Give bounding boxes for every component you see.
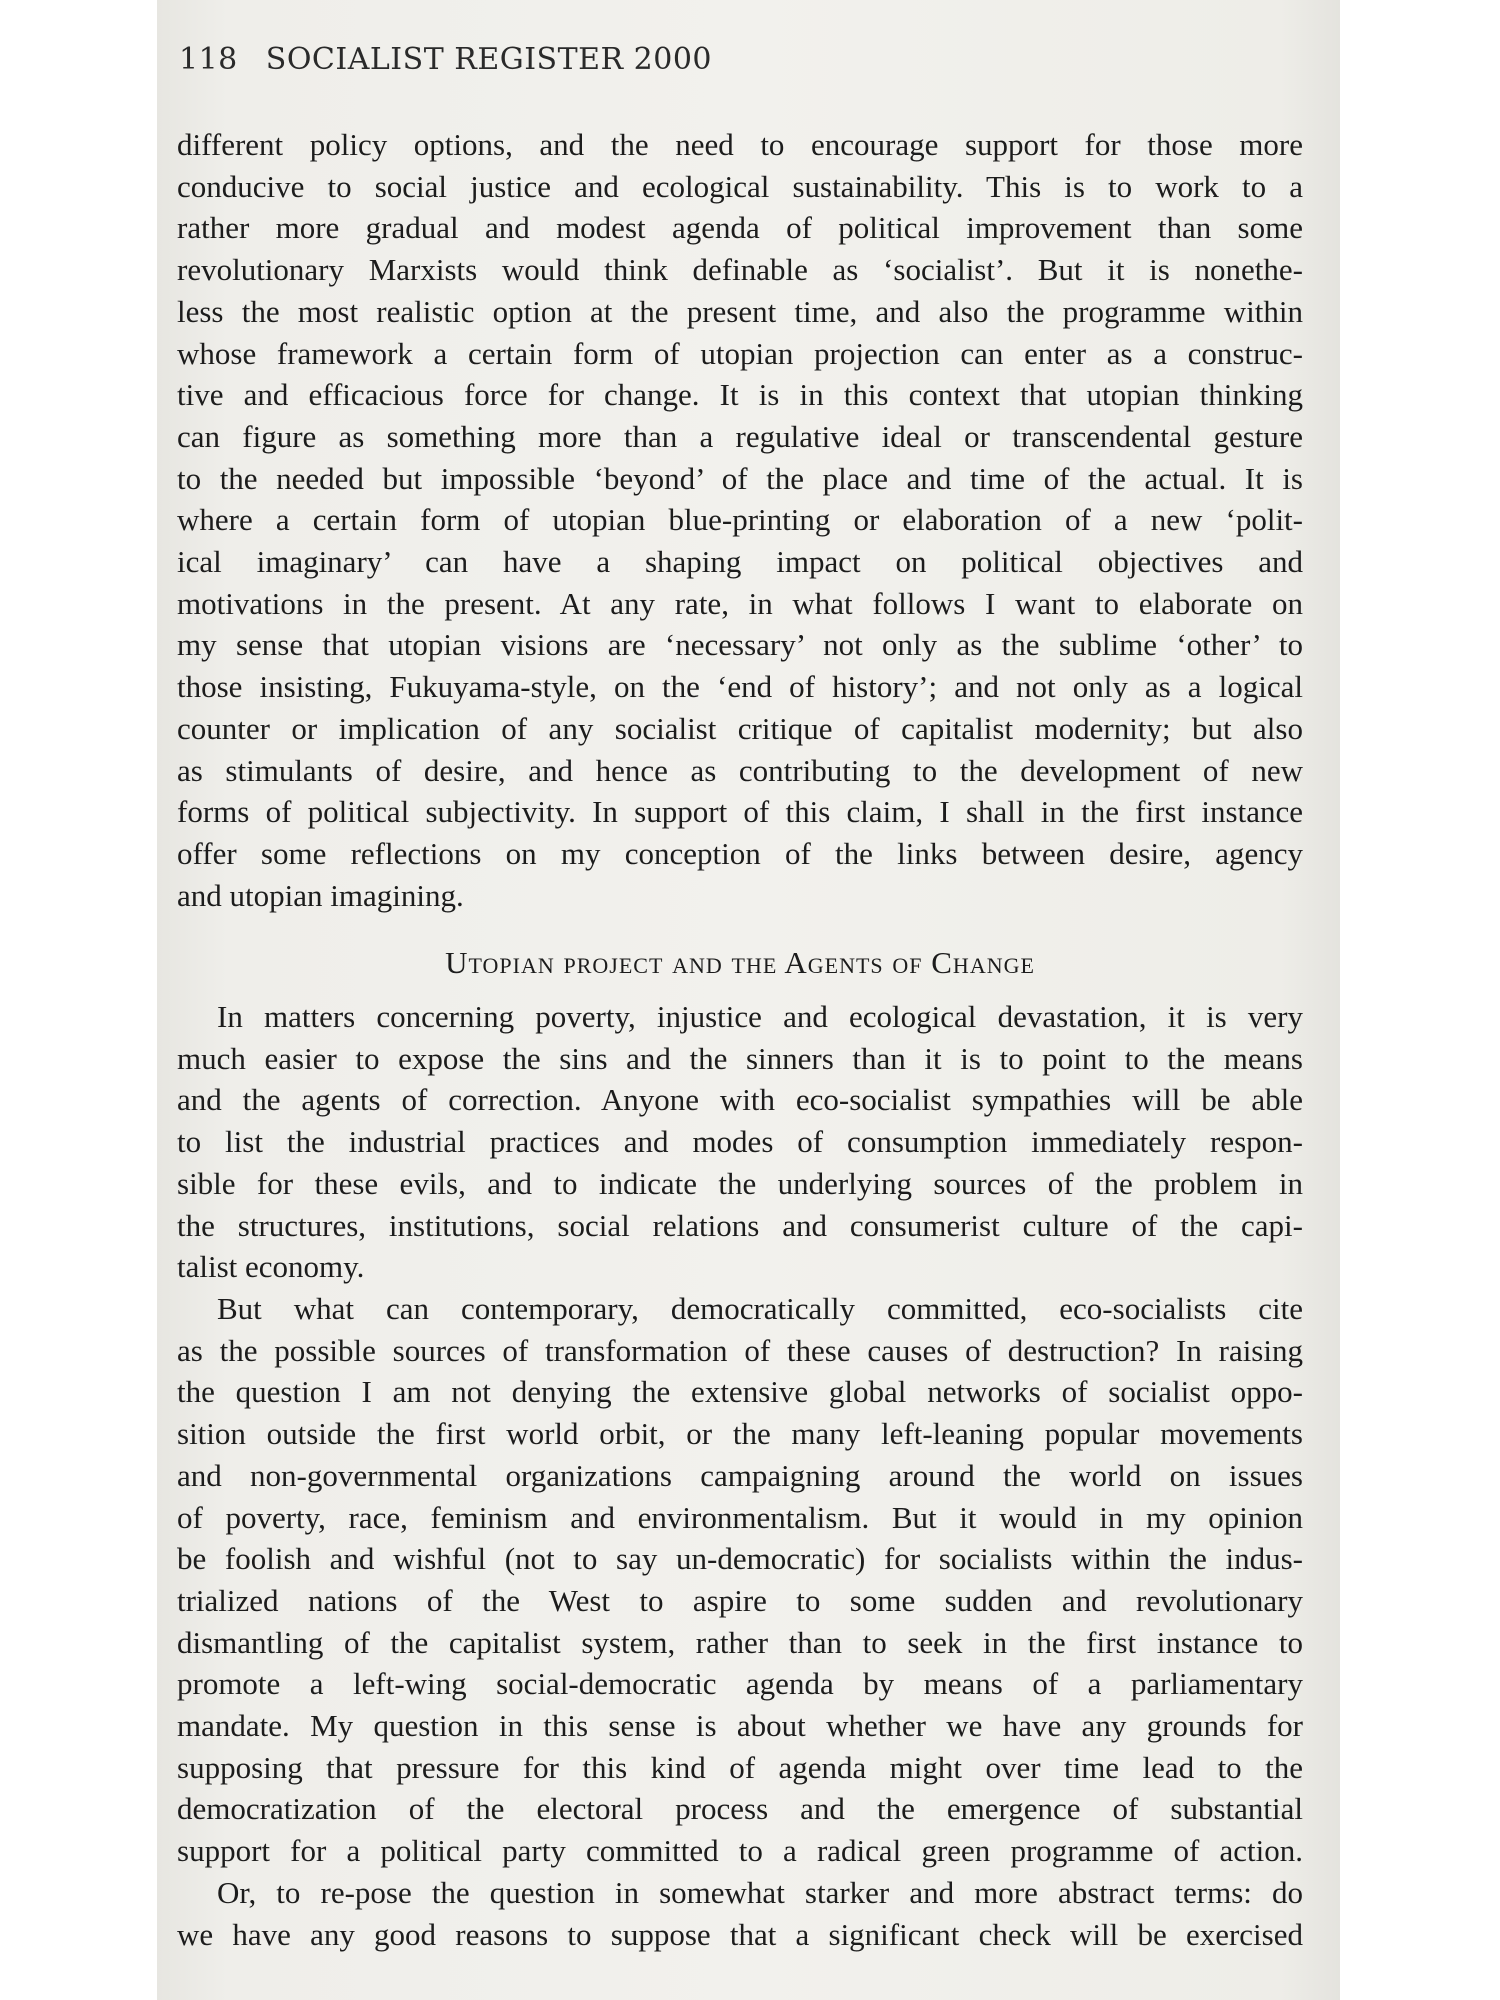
section-heading: Utopian project and the Agents of Change bbox=[445, 945, 1035, 981]
running-header bbox=[179, 42, 712, 77]
paragraph-3 bbox=[177, 1288, 1303, 1872]
paragraph-4 bbox=[177, 1872, 1303, 1955]
text-line: can figure as something more than a regulative ideal or transcendental gesture bbox=[177, 418, 1303, 454]
text-line: revolutionary Marxists would think definable as ‘socialist’. But it is nonethe- bbox=[177, 252, 1303, 288]
text-line: the question I am not denying the extensive global networks of socialist oppo- bbox=[177, 1374, 1303, 1410]
text-line: ical imaginary’ can have a shaping impact on political objectives and bbox=[177, 544, 1303, 580]
text-line: the structures, institutions, social relations and consumerist culture of the capi- bbox=[177, 1207, 1303, 1243]
text-line: support for a political party committed to a radical green programme of action. bbox=[177, 1833, 1303, 1869]
text-line: those insisting, Fukuyama-style, on the ‘end of history’; and not only as a logical bbox=[177, 669, 1303, 705]
text-line: counter or implication of any socialist critique of capitalist modernity; but also bbox=[177, 710, 1303, 746]
text-line: promote a left-wing social-democratic agenda by means of a parliamentary bbox=[177, 1666, 1303, 1702]
text-line: whose framework a certain form of utopian projection can enter as a construc- bbox=[177, 335, 1303, 371]
text-line: where a certain form of utopian blue-printing or elaboration of a new ‘polit- bbox=[177, 502, 1303, 538]
paragraph-2 bbox=[177, 996, 1303, 1288]
text-line: as stimulants of desire, and hence as contributing to the development of new bbox=[177, 752, 1303, 788]
body-text bbox=[177, 124, 1303, 1955]
text-line: supposing that pressure for this kind of agenda might over time lead to the bbox=[177, 1749, 1303, 1785]
text-line: my sense that utopian visions are ‘necessary’ not only as the sublime ‘other’ to bbox=[177, 627, 1303, 663]
text-line: and utopian imagining. bbox=[177, 877, 464, 913]
book-page bbox=[157, 0, 1340, 2000]
text-line: motivations in the present. At any rate, in what follows I want to elaborate on bbox=[177, 585, 1303, 621]
text-line: sible for these evils, and to indicate the underlying sources of the problem in bbox=[177, 1165, 1303, 1201]
text-line: much easier to expose the sins and the sinners than it is to point to the means bbox=[177, 1040, 1303, 1076]
text-line: different policy options, and the need to encourage support for those more bbox=[177, 127, 1303, 162]
text-line: to the needed but impossible ‘beyond’ of the place and time of the actual. It is bbox=[177, 460, 1303, 496]
text-line: mandate. My question in this sense is about whether we have any grounds for bbox=[177, 1708, 1303, 1744]
running-title: SOCIALIST REGISTER 2000 bbox=[265, 42, 712, 77]
text-line: Or, to re-pose the question in somewhat starker and more abstract terms: do bbox=[217, 1874, 1303, 1910]
text-line: But what can contemporary, democratically committed, eco-socialists cite bbox=[217, 1290, 1303, 1326]
text-line: In matters concerning poverty, injustice and ecological devastation, it is very bbox=[217, 999, 1303, 1035]
text-line: trialized nations of the West to aspire to some sudden and revolutionary bbox=[177, 1582, 1303, 1618]
text-line: we have any good reasons to suppose that a significant check will be exercised bbox=[177, 1916, 1303, 1952]
text-line: offer some reflections on my conception of the links between desire, agency bbox=[177, 835, 1303, 871]
text-line: forms of political subjectivity. In support of this claim, I shall in the first instance bbox=[177, 794, 1303, 830]
text-line: be foolish and wishful (not to say un-democratic) for socialists within the indus- bbox=[177, 1541, 1303, 1577]
text-line: as the possible sources of transformation of these causes of destruction? In raising bbox=[177, 1332, 1303, 1368]
text-line: and non-governmental organizations campaigning around the world on issues bbox=[177, 1457, 1303, 1493]
text-line: less the most realistic option at the present time, and also the programme within bbox=[177, 293, 1303, 329]
paragraph-1 bbox=[177, 124, 1303, 916]
text-line: rather more gradual and modest agenda of political improvement than some bbox=[177, 210, 1303, 246]
text-line: democratization of the electoral process and the emergence of substantial bbox=[177, 1791, 1303, 1827]
text-line: dismantling of the capitalist system, rather than to seek in the first instance to bbox=[177, 1624, 1303, 1660]
text-line: sition outside the first world orbit, or the many left-leaning popular movements bbox=[177, 1416, 1303, 1452]
text-line: conducive to social justice and ecological sustainability. This is to work to a bbox=[177, 168, 1303, 204]
text-line: and the agents of correction. Anyone with eco-socialist sympathies will be able bbox=[177, 1082, 1303, 1118]
text-line: to list the industrial practices and modes of consumption immediately respon- bbox=[177, 1124, 1303, 1160]
text-line: of poverty, race, feminism and environmentalism. But it would in my opinion bbox=[177, 1499, 1303, 1535]
text-line: tive and efficacious force for change. It is in this context that utopian thinking bbox=[177, 377, 1303, 413]
text-line: talist economy. bbox=[177, 1249, 365, 1285]
page-number: 118 bbox=[179, 42, 238, 77]
